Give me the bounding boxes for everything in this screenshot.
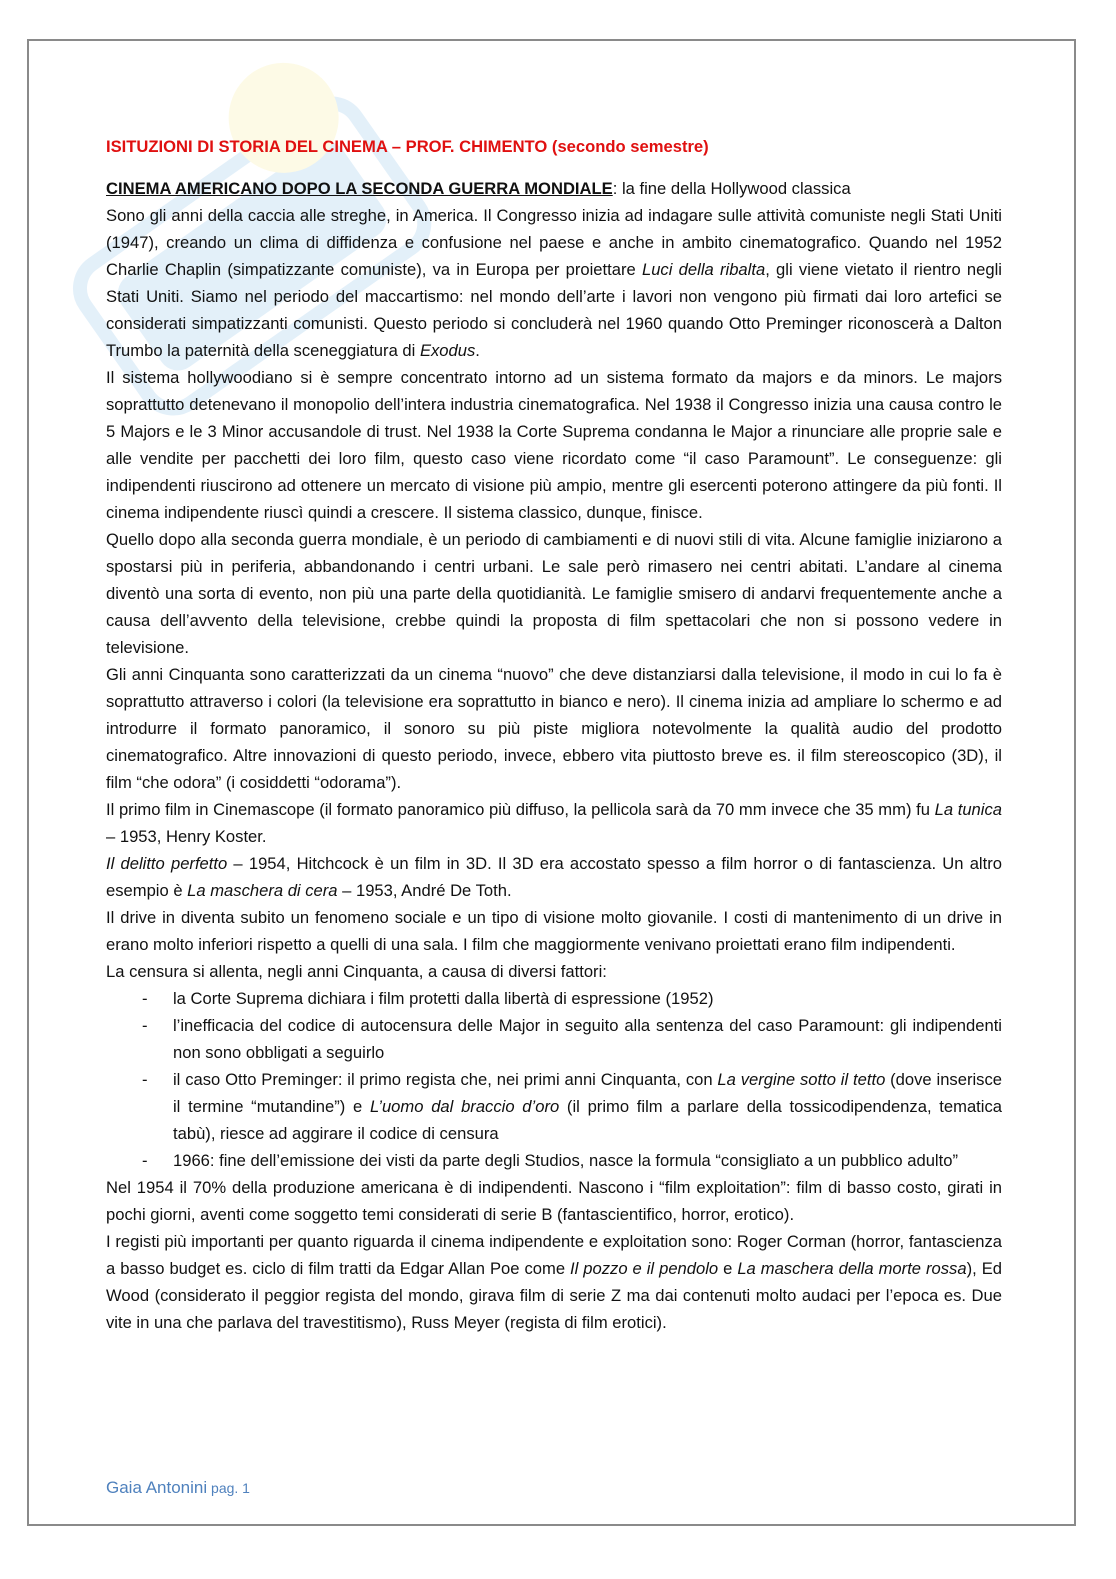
text: , gli viene vietato il rientro negli Stati Uniti. Siamo nel periodo del maccartismo: nel mondo dell’arte i lavori non vengono più firmati dai loro artefici se considerati simpatizzanti comunisti. Questo periodo si concluderà nel 1960 quando Otto Preminger riconoscerà a Dalton Trumbo la paternità della sceneggiatura di: [106, 260, 1002, 360]
text: – 1953, Henry Koster.: [106, 827, 267, 846]
text: .: [475, 341, 480, 360]
film-title: Il pozzo e il pendolo: [570, 1259, 719, 1278]
list-item: [106, 1147, 1002, 1174]
list-item: [106, 985, 1002, 1012]
film-title: Exodus: [419, 341, 476, 360]
section-heading-line: [106, 175, 1002, 202]
paragraph-9: Nel 1954 il 70% della produzione americana è di indipendenti. Nascono i “film exploitation”: film di basso costo, girati in pochi giorni, aventi come soggetto temi considerati di serie B (fantascientifico, horror, erotico).: [106, 1178, 1002, 1224]
paragraph-10: [106, 1228, 1002, 1336]
paragraph-3: Quello dopo alla seconda guerra mondiale, è un periodo di cambiamenti e di nuovi stili di vita. Alcune famiglie iniziarono a spostarsi più in periferia, abbandonando i centri urbani. Le sale però rimasero nei centri abitati. L’andare al cinema diventò una sorta di evento, non più una parte della quotidianità. Le famiglie smisero di andarvi frequentemente anche a causa dell’avvento della televisione, crebbe quindi la proposta di film spettacolari che non si possono vedere in televisione.: [106, 530, 1002, 657]
text: Il primo film in Cinemascope (il formato panoramico più diffuso, la pellicola sarà da 70 mm invece che 35 mm) fu: [106, 800, 935, 819]
text: 1966: fine dell’emissione dei visti da parte degli Studios, nasce la formula “consigliato a un pubblico adulto”: [173, 1151, 958, 1170]
footer-author: Gaia Antonini: [106, 1478, 208, 1497]
text: – 1954, Hitchcock è un film in 3D. Il 3D era accostato spesso a film horror o di fantascienza. Un altro esempio è: [106, 854, 1002, 900]
document-body: [106, 133, 1002, 1336]
bullet-dash: -: [142, 1070, 148, 1089]
paragraph-5: [106, 796, 1002, 850]
film-title: Luci della ribalta: [641, 260, 766, 279]
bullet-dash: -: [142, 1151, 148, 1170]
section-subtitle: : la fine della Hollywood classica: [612, 179, 851, 198]
censorship-factors-list: [106, 985, 1002, 1174]
bullet-dash: -: [142, 1016, 148, 1035]
text: I registi più importanti per quanto riguarda il cinema indipendente e exploitation sono: Roger Corman (horror, fantascienza a basso budget es. ciclo di film tratti da Edgar Allan Poe come: [106, 1232, 1002, 1278]
text: e: [718, 1259, 738, 1278]
text: – 1953, André De Toth.: [337, 881, 512, 900]
film-title: La vergine sotto il tetto: [717, 1070, 886, 1089]
page-footer: [106, 1478, 250, 1498]
film-title: La maschera della morte rossa: [737, 1259, 967, 1278]
film-title: La tunica: [934, 800, 1002, 819]
document-title: ISITUZIONI DI STORIA DEL CINEMA – PROF. CHIMENTO (secondo semestre): [106, 137, 709, 156]
paragraph-6: [106, 850, 1002, 904]
section-heading: CINEMA AMERICANO DOPO LA SECONDA GUERRA MONDIALE: [106, 179, 613, 198]
paragraph-1: [106, 202, 1002, 364]
paragraph-4: Gli anni Cinquanta sono caratterizzati da un cinema “nuovo” che deve distanziarsi dalla televisione, il modo in cui lo fa è soprattutto attraverso i colori (la televisione era soprattutto in bianco e nero). Il cinema inizia ad ampliare lo schermo e ad introdurre il formato panoramico, il sonoro su più piste migliora notevolmente la qualità audio del prodotto cinematografico. Altre innovazioni di questo periodo, invece, ebbero vita piuttosto breve es. il film stereoscopico (3D), il film “che odora” (i cosiddetti “odorama”).: [106, 665, 1002, 792]
text: la Corte Suprema dichiara i film protetti dalla libertà di espressione (1952): [173, 989, 714, 1008]
text: Sono gli anni della caccia alle streghe, in America. Il Congresso inizia ad indagare sulle attività comuniste negli Stati Uniti (1947), creando un clima di diffidenza e confusione nel paese e anche in ambito cinematografico. Quando nel 1952 Charlie Chaplin (simpatizzante comuniste), va in Europa per proiettare: [106, 206, 1002, 279]
text: (il primo film a parlare della tossicodipendenza, tematica tabù), riesce ad aggirare il codice di censura: [173, 1097, 1002, 1143]
film-title: Il delitto perfetto: [106, 854, 228, 873]
film-title: L’uomo dal braccio d’oro: [369, 1097, 560, 1116]
paragraph-2: Il sistema hollywoodiano si è sempre concentrato intorno ad un sistema formato da majors e da minors. Le majors soprattutto detenevano il monopolio dell’intera industria cinematografica. Nel 1938 il Congresso inizia una causa contro le 5 Majors e le 3 Minor accusandole di trust. Nel 1938 la Corte Suprema condanna le Major a rinunciare alle proprie sale e alle vendite per pacchetti dei loro film, questo caso viene ricordato come “il caso Paramount”. Le conseguenze: gli indipendenti riuscirono ad ottenere un mercato di visione più ampio, mentre gli esercenti poterono attingere da più fonti. Il cinema indipendente riuscì quindi a crescere. Il sistema classico, dunque, finisce.: [106, 368, 1002, 522]
page-number: pag. 1: [207, 1480, 250, 1496]
list-item: [106, 1066, 1002, 1147]
text: il caso Otto Preminger: il primo regista che, nei primi anni Cinquanta, con: [173, 1070, 718, 1089]
text: l’inefficacia del codice di autocensura delle Major in seguito alla sentenza del caso Paramount: gli indipendenti non sono obbligati a seguirlo: [173, 1016, 1002, 1062]
paragraph-8: La censura si allenta, negli anni Cinquanta, a causa di diversi fattori:: [106, 962, 607, 981]
text: ), Ed Wood (considerato il peggior regista del mondo, girava film di serie Z ma dai contenuti molto audaci per l’epoca es. Due vite in una che parlava del travestitismo), Russ Meyer (regista di film erotici).: [106, 1259, 1002, 1332]
paragraph-7: Il drive in diventa subito un fenomeno sociale e un tipo di visione molto giovanile. I costi di mantenimento di un drive in erano molto inferiori rispetto a quelli di una sala. I film che maggiormente venivano proiettati erano film indipendenti.: [106, 908, 1002, 954]
film-title: La maschera di cera: [187, 881, 338, 900]
list-item: [106, 1012, 1002, 1066]
text: (dove inserisce il termine “mutandine”) e: [173, 1070, 1002, 1116]
bullet-dash: -: [142, 989, 148, 1008]
